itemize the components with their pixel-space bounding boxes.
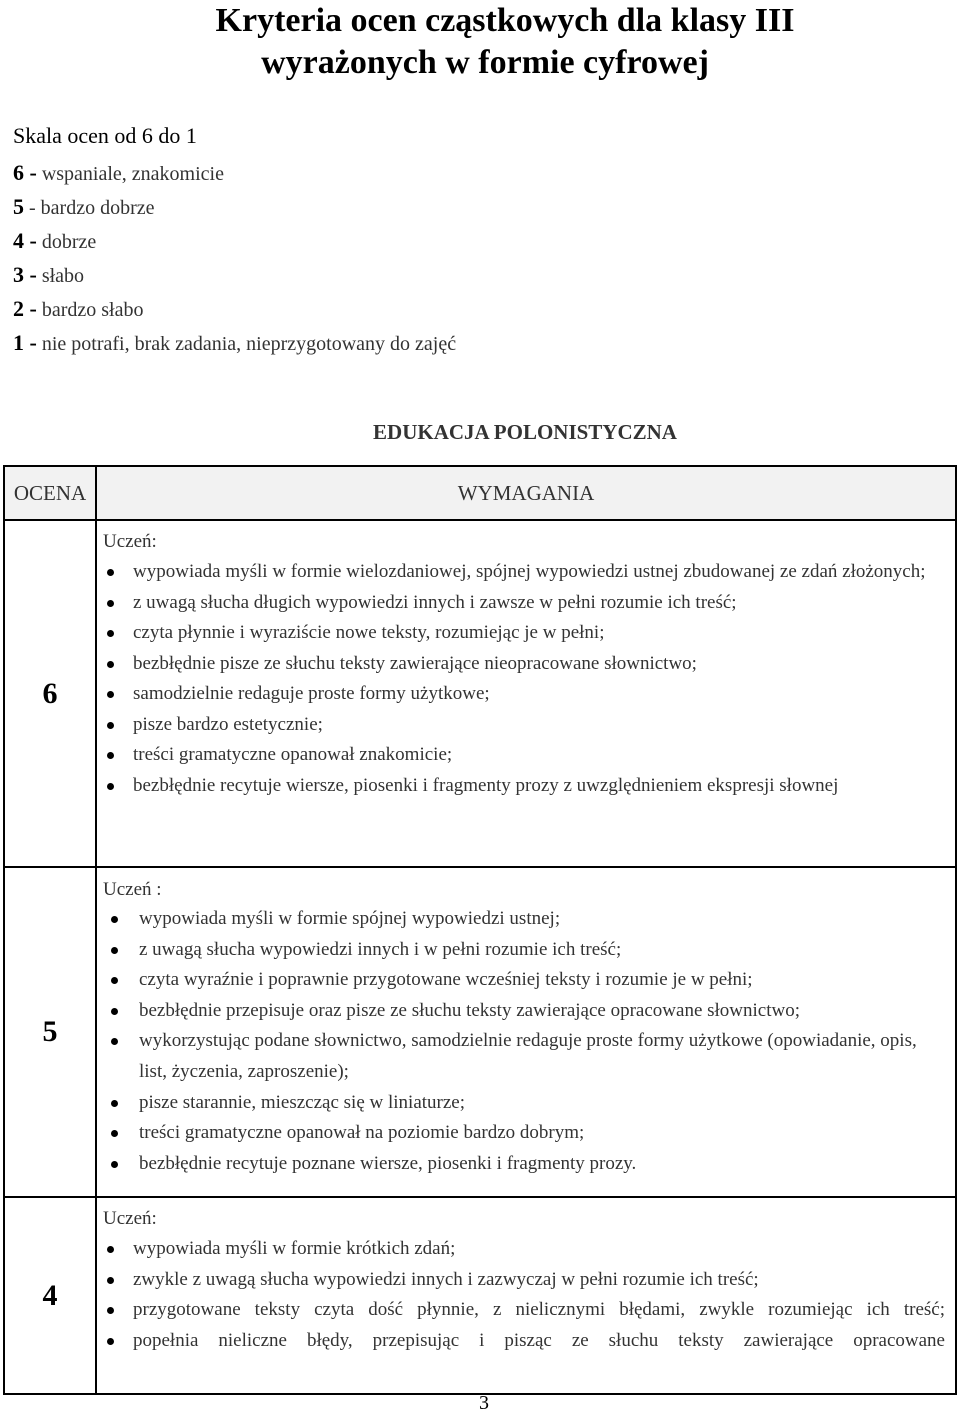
- list-item: bezbłędnie recytuje wiersze, piosenki i fragmenty prozy z uwzględnieniem ekspresji słownej: [97, 771, 945, 802]
- scale-heading: Skala ocen od 6 do 1: [13, 123, 197, 148]
- scale-grade: 1 -: [13, 330, 37, 355]
- scale-desc: - bardzo dobrze: [24, 197, 155, 219]
- grade-cell: 4: [4, 1197, 96, 1394]
- scale-grade: 5: [13, 194, 24, 219]
- list-item: bezbłędnie pisze ze słuchu teksty zawierające nieopracowane słownictwo;: [97, 649, 945, 680]
- list-item: wypowiada myśli w formie krótkich zdań;: [97, 1234, 945, 1265]
- requirements-cell: [96, 867, 956, 1197]
- requirements-cell: [96, 1197, 956, 1394]
- scale-grade: 3 -: [13, 262, 37, 287]
- list-item: zwykle z uwagą słucha wypowiedzi innych i zazwyczaj w pełni rozumie ich treść;: [97, 1265, 945, 1296]
- scale-item: [13, 224, 456, 258]
- list-item: popełnia nieliczne błędy, przepisując i pisząc ze słuchu teksty zawierające opracowane: [97, 1326, 945, 1357]
- table-row: [4, 1197, 956, 1394]
- list-item: przygotowane teksty czyta dość płynnie, z nielicznymi błędami, zwykle rozumiejąc ich treść;: [97, 1295, 945, 1326]
- requirements-list: [97, 557, 945, 801]
- scale-grade: 6 -: [13, 160, 37, 185]
- scale-grade: 2 -: [13, 296, 37, 321]
- list-item: bezbłędnie przepisuje oraz pisze ze słuchu teksty zawierające opracowane słownictwo;: [97, 996, 945, 1027]
- list-item: z uwagą słucha wypowiedzi innych i w pełni rozumie ich treść;: [97, 935, 945, 966]
- list-item: treści gramatyczne opanował znakomicie;: [97, 740, 945, 771]
- section-title: EDUKACJA POLONISTYCZNA: [373, 420, 677, 444]
- scale-desc: nie potrafi, brak zadania, nieprzygotowany do zajęć: [36, 333, 457, 355]
- list-item: bezbłędnie recytuje poznane wiersze, piosenki i fragmenty prozy.: [97, 1149, 945, 1180]
- requirements-cell: [96, 520, 956, 867]
- header-requirements: WYMAGANIA: [96, 466, 956, 520]
- title-line-2: wyrażonych w formie cyfrowej: [261, 44, 709, 81]
- document-title: [0, 0, 960, 84]
- list-item: czyta płynnie i wyraziście nowe teksty, rozumiejąc je w pełni;: [97, 618, 945, 649]
- scale-grade: 4 -: [13, 228, 37, 253]
- requirements-list: [97, 904, 945, 1179]
- row-intro: Uczeń :: [103, 879, 162, 900]
- scale-item: [13, 292, 456, 326]
- page-number: 3: [479, 1392, 489, 1414]
- list-item: wypowiada myśli w formie spójnej wypowiedzi ustnej;: [97, 904, 945, 935]
- table-row: [4, 867, 956, 1197]
- row-intro: Uczeń:: [103, 531, 157, 552]
- table-row: [4, 520, 956, 867]
- scale-desc: wspaniale, znakomicie: [36, 163, 224, 185]
- scale-desc: bardzo słabo: [36, 299, 144, 321]
- requirements-list: [97, 1234, 945, 1356]
- scale-item: [13, 258, 456, 292]
- requirements-table: [3, 465, 957, 1395]
- grade-cell: 6: [4, 520, 96, 867]
- list-item: wypowiada myśli w formie wielozdaniowej, spójnej wypowiedzi ustnej zbudowanej ze zdań złożonych;: [97, 557, 945, 588]
- list-item: treści gramatyczne opanował na poziomie bardzo dobrym;: [97, 1118, 945, 1149]
- list-item: czyta wyraźnie i poprawnie przygotowane wcześniej teksty i rozumie je w pełni;: [97, 965, 945, 996]
- scale-item: [13, 190, 456, 224]
- scale-desc: dobrze: [36, 231, 97, 253]
- grading-scale: [13, 116, 456, 360]
- list-item: samodzielnie redaguje proste formy użytkowe;: [97, 679, 945, 710]
- grade-cell: 5: [4, 867, 96, 1197]
- list-item: pisze starannie, mieszcząc się w liniaturze;: [97, 1088, 945, 1119]
- list-item: pisze bardzo estetycznie;: [97, 710, 945, 741]
- row-intro: Uczeń:: [103, 1208, 157, 1229]
- title-line-1: Kryteria ocen cząstkowych dla klasy III: [215, 2, 795, 39]
- list-item: wykorzystując podane słownictwo, samodzielnie redaguje proste formy użytkowe (opowiadanie, opis, list, życzenia, zaproszenie);: [97, 1026, 945, 1087]
- table-header-row: [4, 466, 956, 520]
- list-item: z uwagą słucha długich wypowiedzi innych i zawsze w pełni rozumie ich treść;: [97, 588, 945, 619]
- scale-desc: słabo: [36, 265, 85, 287]
- header-grade: OCENA: [4, 466, 96, 520]
- scale-item: [13, 326, 456, 360]
- scale-item: [13, 156, 456, 190]
